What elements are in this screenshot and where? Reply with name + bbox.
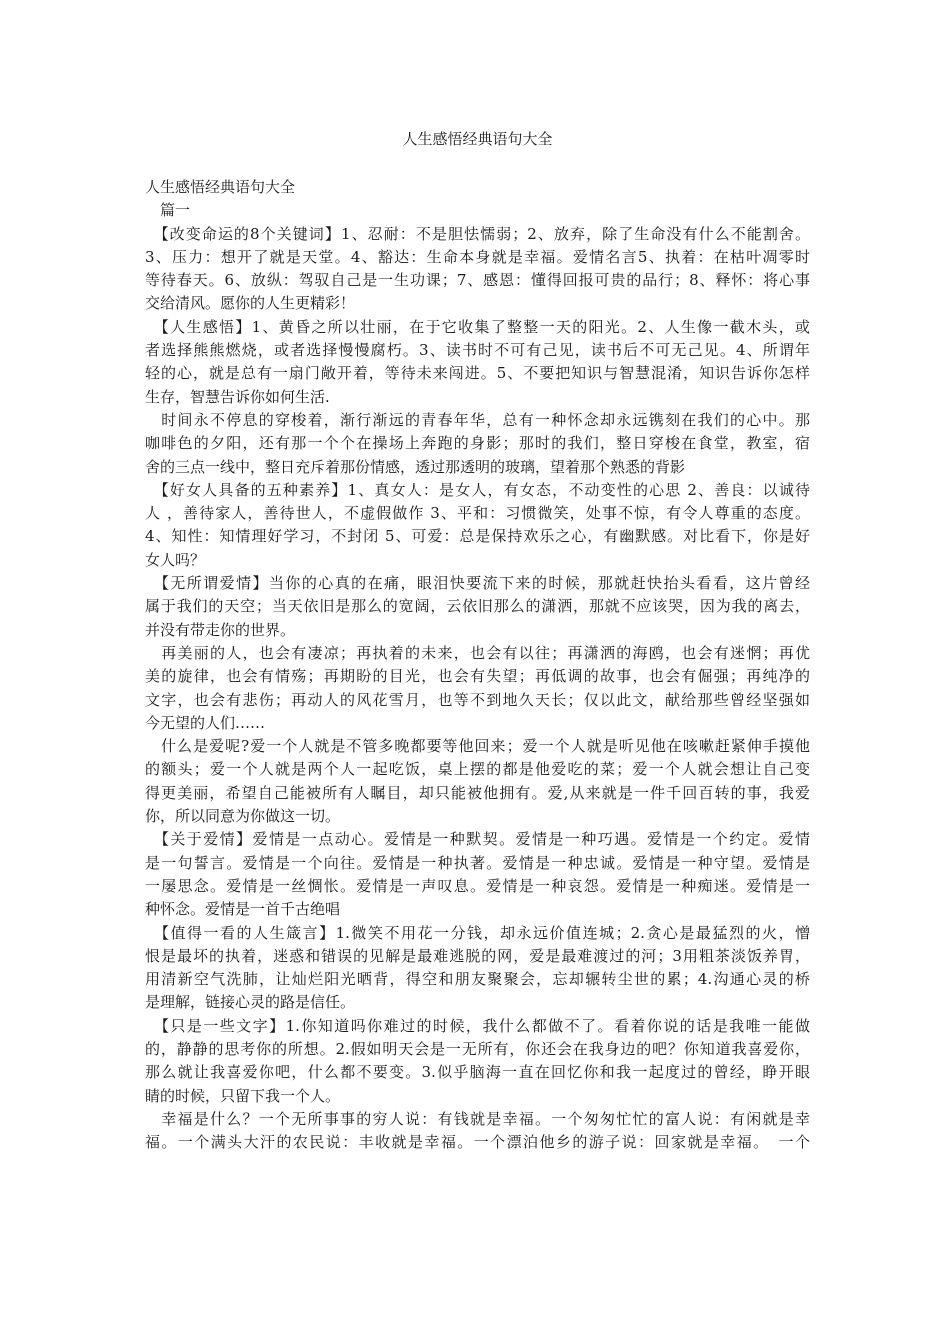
text-line: 【改变命运的8个关键词】1、忍耐：不是胆怯懦弱；2、放弃，除了生命没有什么不能割舍。 xyxy=(145,224,810,243)
text-line: 【无所谓爱情】当你的心真的在痛，眼泪快要流下来的时候，那就赶快抬头看看，这片曾经 xyxy=(145,574,810,593)
text-line: 篇一 xyxy=(145,201,191,220)
text-line: 是一句誓言。爱情是一个向往。爱情是一种执著。爱情是一种忠诚。爱情是一种守望。爱情是 xyxy=(145,853,810,872)
document-title: 人生感悟经典语句大全 xyxy=(402,130,553,148)
text-line: 【人生感悟】1、黄昏之所以壮丽，在于它收集了整整一天的阳光。2、人生像一截木头，或 xyxy=(145,317,810,336)
text-line: 再美丽的人，也会有凄凉；再执着的未来，也会有以往；再潇洒的海鸥，也会有迷惘；再优 xyxy=(145,643,810,662)
text-line: 属于我们的天空；当天依旧是那么的宽阔，云依旧那么的潇洒，那就不应该哭，因为我的离去， xyxy=(145,597,810,616)
text-line: 福。一个满头大汗的农民说：丰收就是幸福。一个漂泊他乡的游子说：回家就是幸福。 一个 xyxy=(145,1133,810,1152)
text-line: 4、知性：知情理好学习，不封闭 5、可爱：总是保持欢乐之心，有幽默感。对比看下，你是好 xyxy=(145,527,810,546)
text-line: 种怀念。爱情是一首千古绝唱 xyxy=(145,900,341,919)
text-line: 咖啡色的夕阳，还有那一个个在操场上奔跑的身影；那时的我们，整日穿梭在食堂，教室，宿 xyxy=(145,434,810,453)
text-line: 的额头；爱一个人就是两个人一起吃饭，桌上摆的都是他爱吃的菜；爱一个人就会想让自己变 xyxy=(145,760,810,779)
text-line: 交给清风。愿你的人生更精彩！ xyxy=(145,294,356,313)
text-line: 文字，也会有悲伤；再动人的风花雪月，也等不到地久天长；仅以此文，献给那些曾经坚强如 xyxy=(145,690,810,709)
text-line: 睛的时候，只留下我一个人。 xyxy=(145,1086,341,1105)
text-line: 得更美丽，希望自己能被所有人瞩目，却只能被他拥有。爱,从来就是一件千回百转的事，我爱 xyxy=(145,783,810,802)
text-line: 3、压力：想开了就是天堂。4、豁达：生命本身就是幸福。爱情名言5、执着：在枯叶凋零时 xyxy=(145,247,810,266)
text-line: 并没有带走你的世界。 xyxy=(145,620,296,639)
text-line: 今无望的人们…… xyxy=(145,713,266,732)
text-line: 你，所以同意为你做这一切。 xyxy=(145,807,341,826)
document-body xyxy=(145,176,810,1154)
text-line: 舍的三点一线中，整日充斥着那份情感，透过那透明的玻璃，望着那个熟悉的背影 xyxy=(145,457,686,476)
text-line: 【关于爱情】爱情是一点动心。爱情是一种默契。爱情是一种巧遇。爱情是一个约定。爱情 xyxy=(145,830,810,849)
text-line: 时间永不停息的穿梭着，渐行渐远的青春年华，总有一种怀念却永远镌刻在我们的心中。那 xyxy=(145,410,810,429)
text-line: 用清新空气洗肺，让灿烂阳光晒背，得空和朋友聚聚会，忘却辗转尘世的累；4.沟通心灵的桥 xyxy=(145,970,810,989)
text-line: 什么是爱呢?爱一个人就是不管多晚都要等他回来；爱一个人就是听见他在咳嗽赶紧伸手摸他 xyxy=(145,737,810,756)
text-line: 美的旋律，也会有情殇；再期盼的目光，也会有失望；再低调的故事，也会有倔强；再纯净的 xyxy=(145,667,810,686)
text-line: 【值得一看的人生箴言】1.微笑不用花一分钱，却永远价值连城；2.贪心是最猛烈的火，憎 xyxy=(145,923,810,942)
document-subtitle: 人生感悟经典语句大全 xyxy=(145,178,296,196)
text-line: 恨是最坏的执着，迷惑和错误的见解是最难逃脱的网，爱是最难渡过的河；3用粗茶淡饭养胃， xyxy=(145,946,810,965)
text-line: 一屡思念。爱情是一丝惆怅。爱情是一声叹息。爱情是一种哀怨。爱情是一种痴迷。爱情是一 xyxy=(145,876,810,895)
text-line: 等待春天。6、放纵：驾驭自己是一生功课；7、感恩：懂得回报可贵的品行；8、释怀：将心事 xyxy=(145,271,810,290)
text-line: 生存，智慧告诉你如何生活. xyxy=(145,387,330,406)
text-line: 是理解，链接心灵的路是信任。 xyxy=(145,993,356,1012)
text-line: 女人吗？ xyxy=(145,550,206,569)
text-line: 那么就让我喜爱你吧，什么都不要变。3.似乎脑海一直在回忆你和我一起度过的曾经，睁开眼 xyxy=(145,1063,810,1082)
text-line: 【好女人具备的五种素养】1、真女人：是女人，有女态，不动变性的心思 2、善良：以诚待 xyxy=(145,480,810,499)
text-line: 者选择熊熊燃烧，或者选择慢慢腐朽。3、读书时不可有己见，读书后不可无己见。4、所谓年 xyxy=(145,341,810,360)
text-line: 轻的心，就是总有一扇门敞开着，等待未来闯进。5、不要把知识与智慧混淆，知识告诉你怎样 xyxy=(145,364,810,383)
text-line: 人 ，善待家人，善待世人，不虚假做作 3、平和：习惯微笑，处事不惊，有令人尊重的态度。 xyxy=(145,504,810,523)
text-line: 【只是一些文字】1.你知道吗你难过的时候，我什么都做不了。看着你说的话是我唯一能做 xyxy=(145,1016,810,1035)
text-line: 幸福是什么？一个无所事事的穷人说：有钱就是幸福。一个匆匆忙忙的富人说：有闲就是幸 xyxy=(145,1109,810,1128)
text-line: 的，静静的思考你的所想。2.假如明天会是一无所有，你还会在我身边的吧？你知道我喜爱你， xyxy=(145,1039,810,1058)
